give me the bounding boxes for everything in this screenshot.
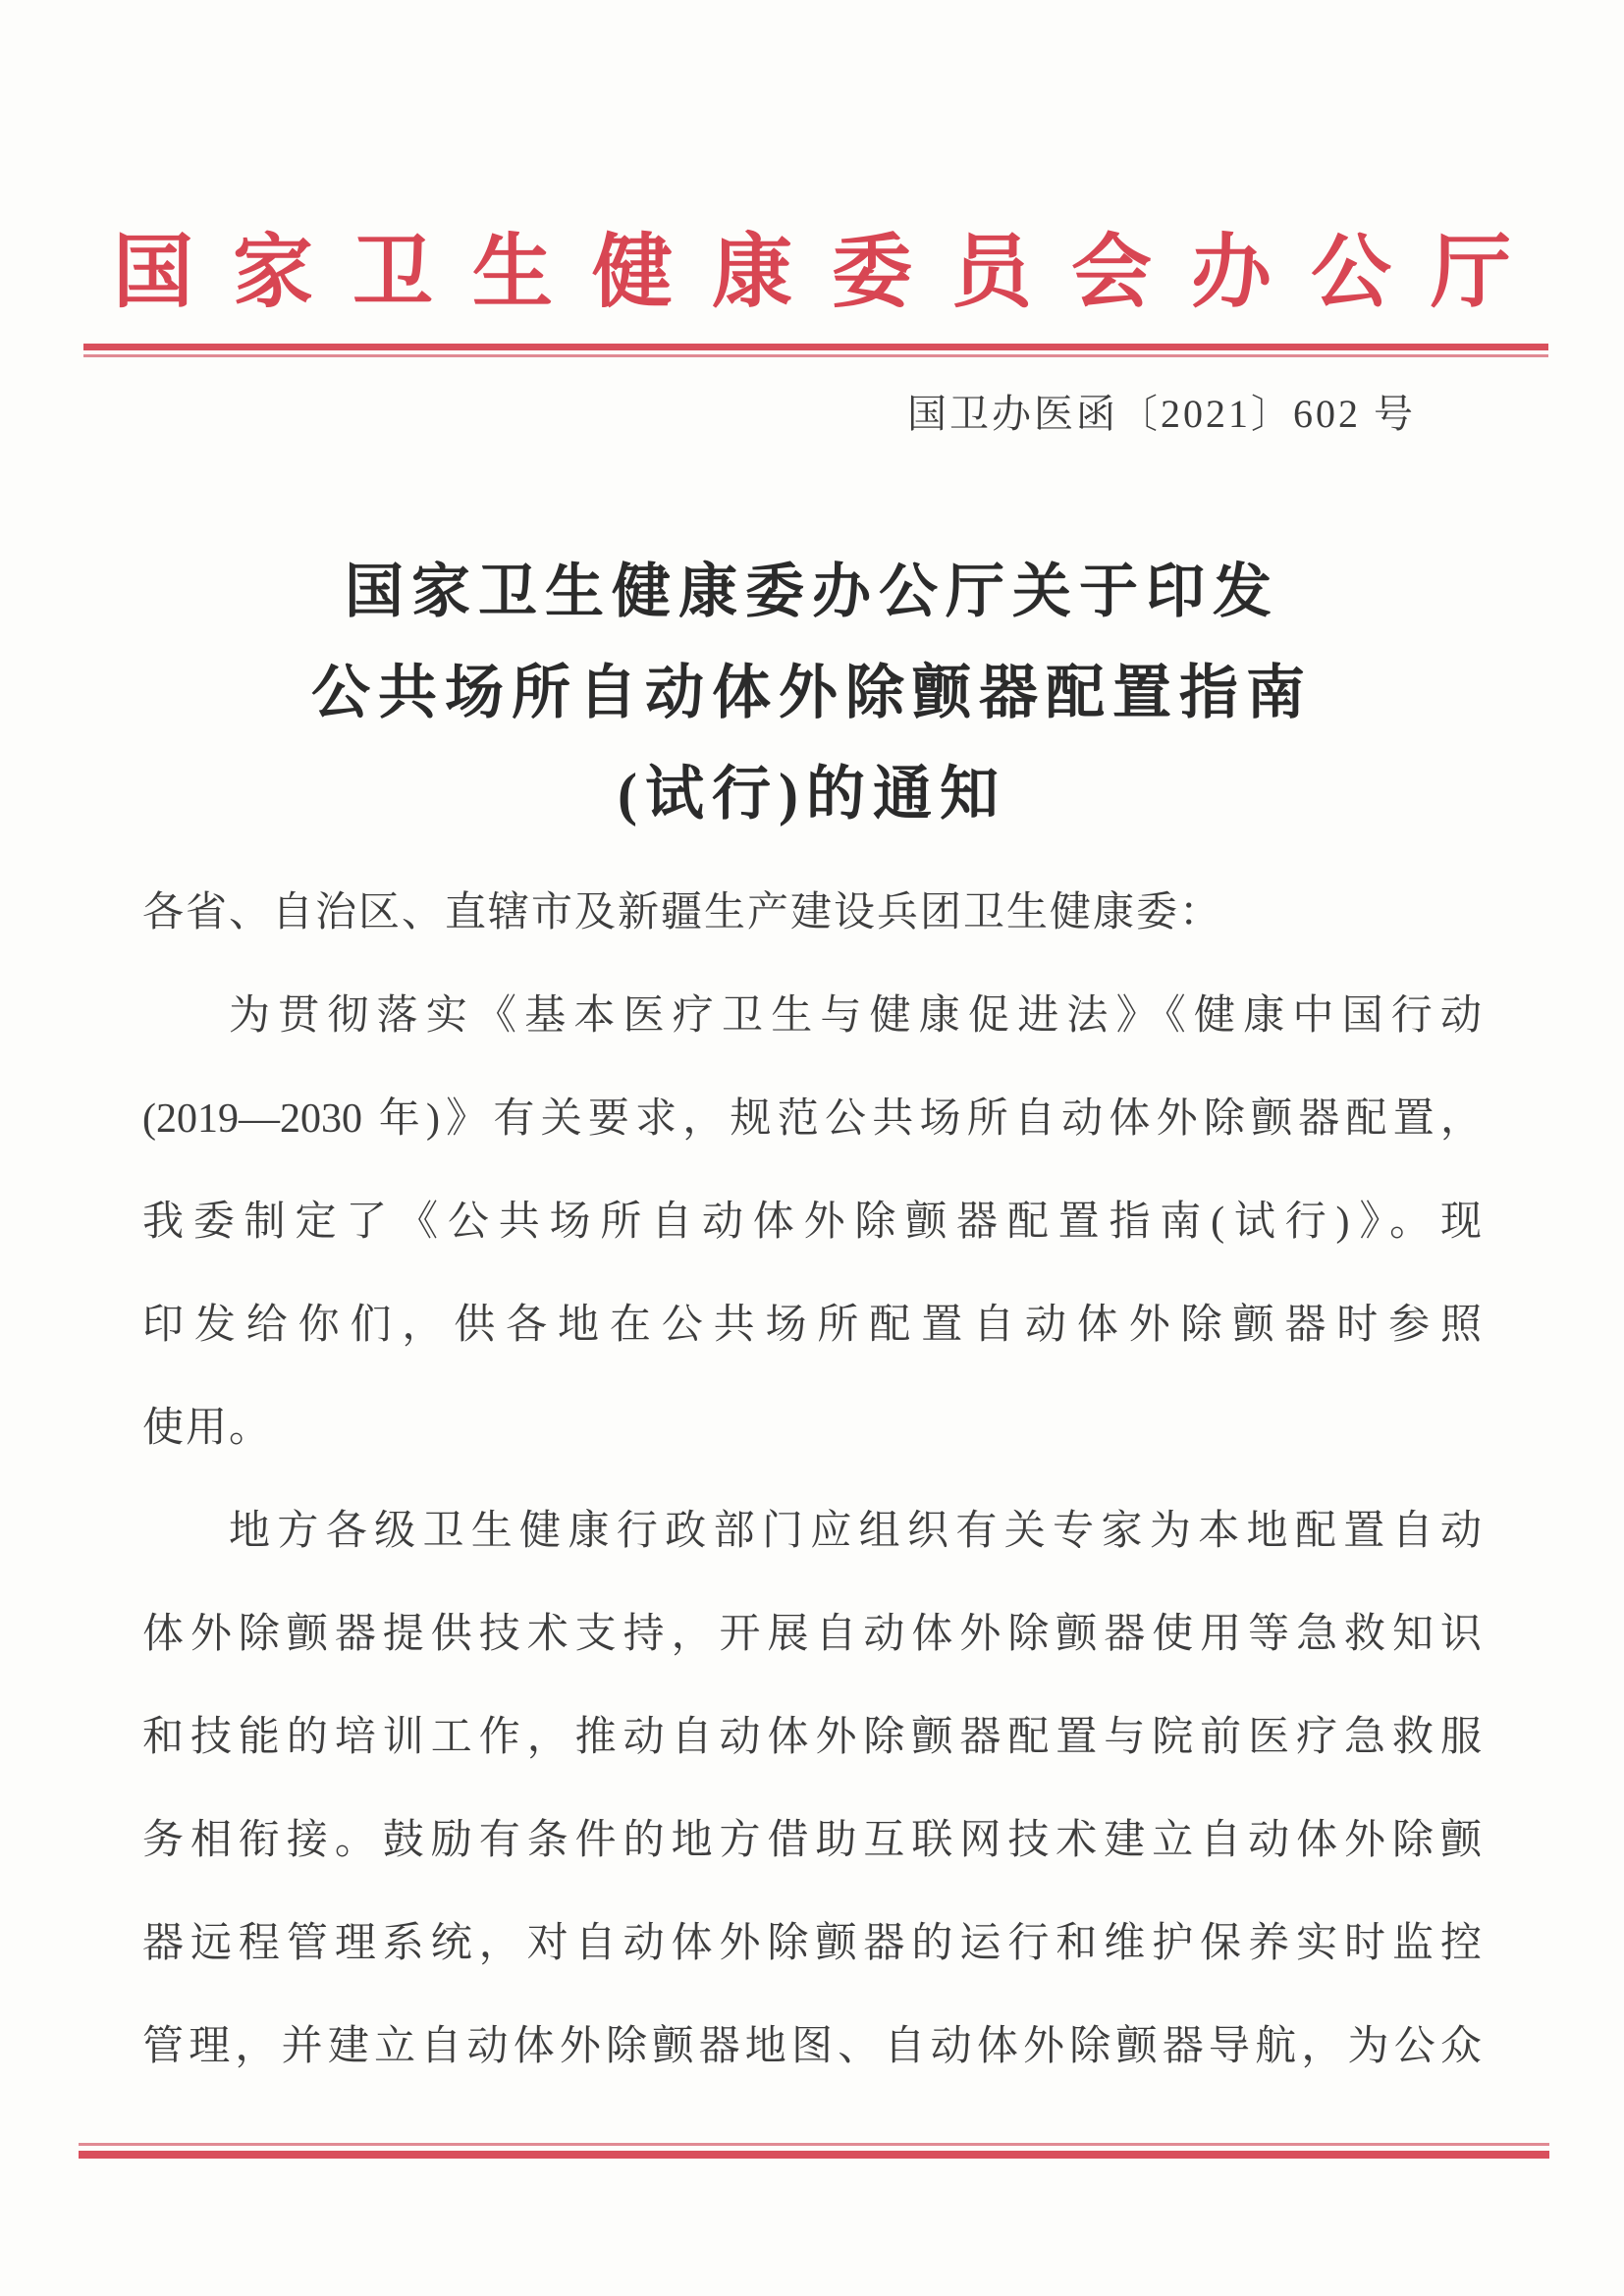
letterhead xyxy=(0,224,1624,322)
letterhead-rule-thin xyxy=(83,354,1548,357)
agency-name: 国家卫生健康委员会办公厅 xyxy=(112,228,1550,317)
title-line-3: (试行)的通知 xyxy=(618,762,1006,827)
title-line-2: 公共场所自动体外除颤器配置指南 xyxy=(311,661,1313,725)
salutation-line: 各省、自治区、直辖市及新疆生产建设兵团卫生健康委： xyxy=(142,890,1223,935)
body-line: 我委制定了《公共场所自动体外除颤器配置指南(试行)》。现 xyxy=(142,1200,1482,1245)
footer-rule-thick xyxy=(79,2151,1549,2159)
body-line: 器远程管理系统，对自动体外除颤器的运行和维护保养实时监控 xyxy=(142,1921,1482,1966)
title-line-1: 国家卫生健康委办公厅关于印发 xyxy=(345,560,1279,624)
footer-rule-thin xyxy=(79,2143,1549,2146)
body-line: 地方各级卫生健康行政部门应组织有关专家为本地配置自动 xyxy=(229,1509,1482,1554)
notice-body xyxy=(142,862,1482,2099)
body-line: 为贯彻落实《基本医疗卫生与健康促进法》《健康中国行动 xyxy=(229,993,1482,1039)
body-line: 务相衔接。鼓励有条件的地方借助互联网技术建立自动体外除颤 xyxy=(142,1818,1482,1863)
letterhead-rule-thick xyxy=(83,344,1548,350)
body-line: 和技能的培训工作，推动自动体外除颤器配置与院前医疗急救服 xyxy=(142,1715,1482,1760)
body-line: 印发给你们，供各地在公共场所配置自动体外除颤器时参照 xyxy=(142,1303,1482,1348)
body-line: (2019—2030 年)》有关要求，规范公共场所自动体外除颤器配置， xyxy=(142,1096,1482,1142)
document-number: 国卫办医函〔2021〕602 号 xyxy=(907,392,1416,436)
notice-title xyxy=(0,542,1624,845)
body-line: 使用。 xyxy=(142,1406,273,1451)
body-line: 体外除颤器提供技术支持，开展自动体外除颤器使用等急救知识 xyxy=(142,1612,1482,1657)
body-line: 管理，并建立自动体外除颤器地图、自动体外除颤器导航，为公众 xyxy=(142,2024,1482,2069)
